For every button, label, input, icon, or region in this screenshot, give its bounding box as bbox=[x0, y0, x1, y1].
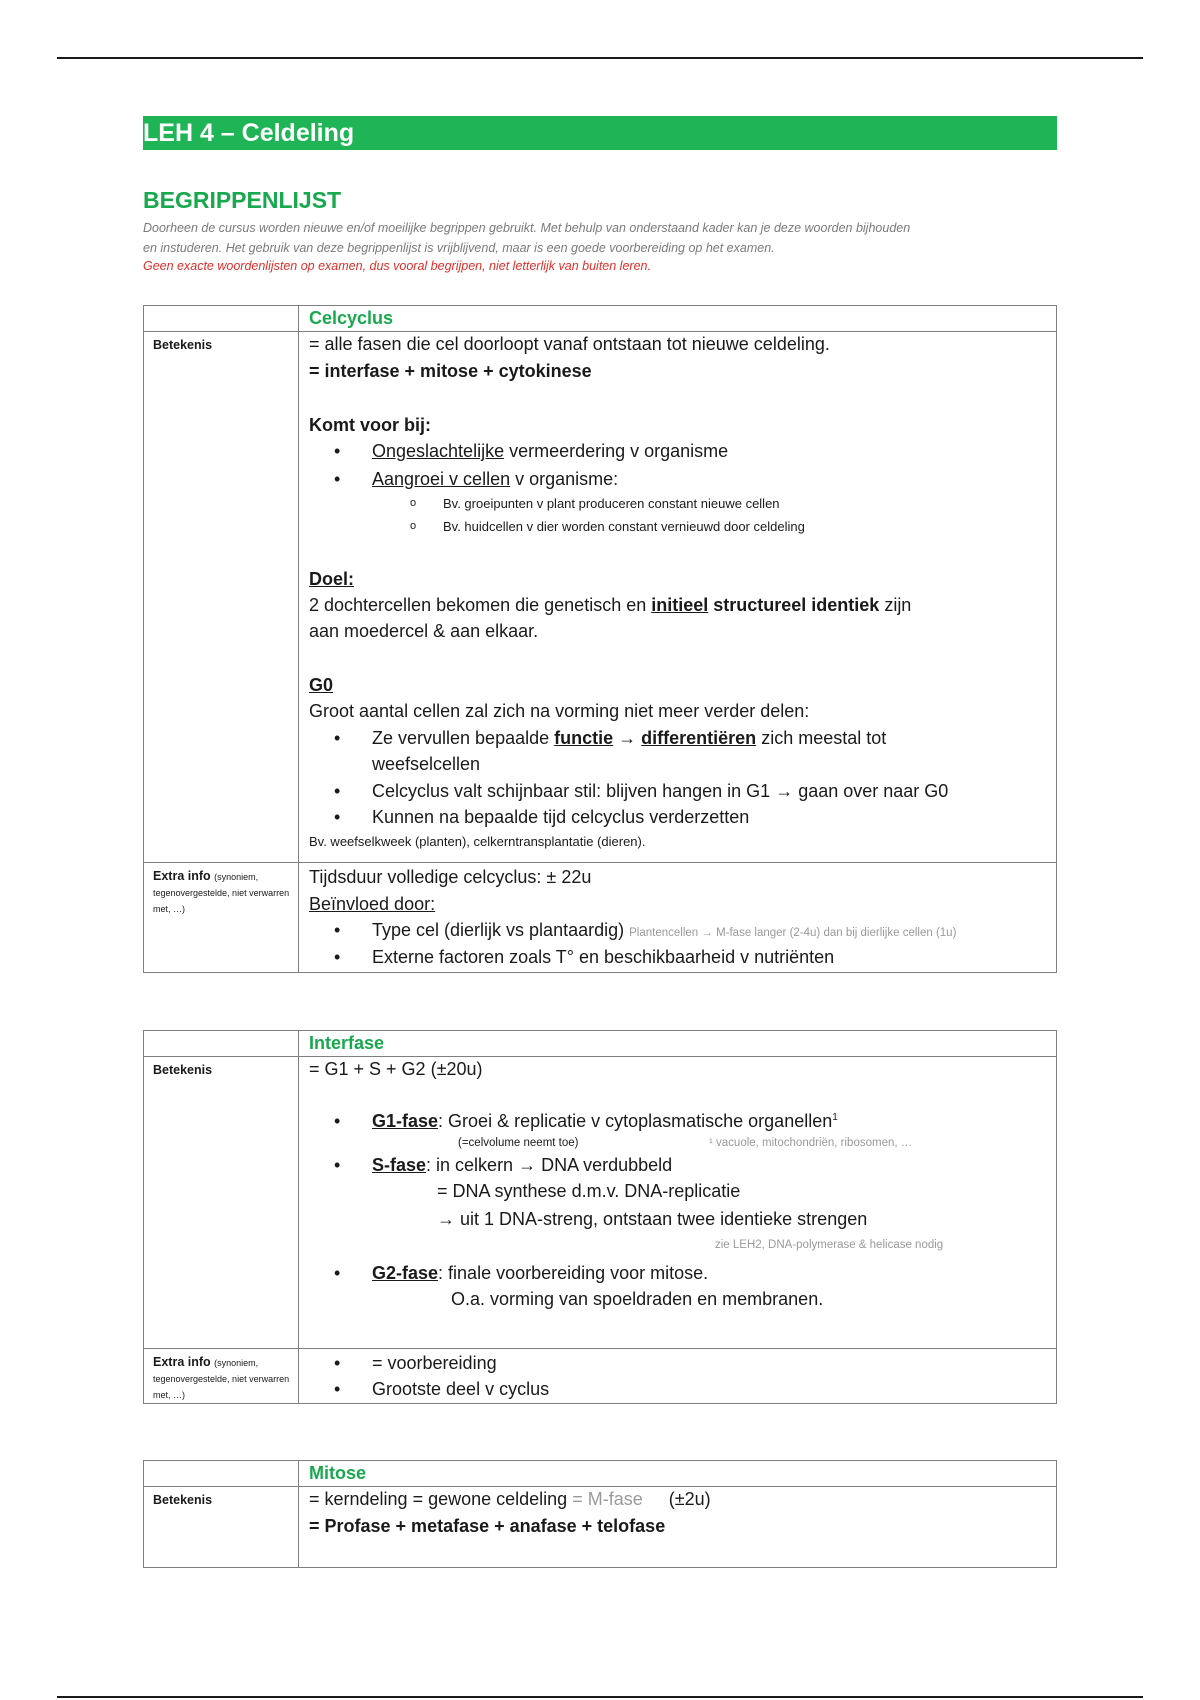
definition-line: = alle fasen die cel doorloopt vanaf ontstaan tot nieuwe celdeling. bbox=[309, 334, 830, 354]
s-line-3: → uit 1 DNA-streng, ontstaan twee identieke strengen bbox=[437, 1209, 868, 1229]
term-table-mitose bbox=[143, 1460, 1057, 1568]
extra-line: Beïnvloed door: bbox=[309, 894, 436, 914]
sub-list-item: o Bv. groeipunten v plant produceren constant nieuwe cellen bbox=[443, 496, 780, 511]
g0-heading: G0 bbox=[309, 675, 334, 695]
definition-formula: = interfase + mitose + cytokinese bbox=[309, 361, 592, 381]
komt-voor-bij-heading: Komt voor bij: bbox=[309, 415, 431, 435]
definition-line: = kerndeling = gewone celdeling = M-fase (±2u) bbox=[309, 1489, 711, 1509]
list-item: • = voorbereiding bbox=[372, 1353, 497, 1374]
g0-note: Bv. weefselkweek (planten), celkerntransplantatie (dieren). bbox=[309, 834, 646, 849]
intro-line-2: en instuderen. Het gebruik van deze begrippenlijst is vrijblijvend, maar is een goede voorbereiding op het examen. bbox=[143, 241, 775, 255]
term-title: Celcyclus bbox=[309, 308, 394, 328]
list-item: • S-fase: in celkern → DNA verdubbeld bbox=[372, 1155, 672, 1176]
extra-info-content bbox=[299, 1349, 1056, 1403]
list-item: • Ze vervullen bepaalde functie → differentiëren zich meestal tot bbox=[372, 728, 886, 749]
section-title: BEGRIPPENLIJST bbox=[143, 187, 342, 213]
extra-info-content bbox=[299, 863, 1056, 972]
extra-line: Tijdsduur volledige celcyclus: ± 22u bbox=[309, 867, 592, 887]
list-item: • Externe factoren zoals T° en beschikbaarheid v nutriënten bbox=[372, 947, 834, 968]
g1-note: (=celvolume neemt toe) bbox=[458, 1137, 579, 1149]
intro-text bbox=[143, 218, 1073, 258]
g0-line: Groot aantal cellen zal zich na vorming niet meer verder delen: bbox=[309, 701, 810, 721]
betekenis-label: Betekenis bbox=[153, 1493, 213, 1507]
list-item: • Celcyclus valt schijnbaar stil: blijven hangen in G1 → gaan over naar G0 bbox=[372, 781, 948, 802]
bottom-rule bbox=[57, 1696, 1143, 1698]
list-item: • Ongeslachtelijke vermeerdering v organisme bbox=[372, 441, 728, 462]
exam-warning: Geen exacte woordenlijsten op examen, dus vooral begrijpen, niet letterlijk van buiten leren. bbox=[143, 259, 651, 273]
betekenis-content bbox=[299, 332, 1056, 862]
footnote: ¹ vacuole, mitochondriën, ribosomen, … bbox=[709, 1137, 913, 1149]
term-table-interfase bbox=[143, 1030, 1057, 1404]
list-item: • Kunnen na bepaalde tijd celcyclus verderzetten bbox=[372, 807, 749, 828]
g2-line-2: O.a. vorming van spoeldraden en membranen. bbox=[451, 1289, 824, 1309]
header-spacer bbox=[144, 306, 299, 332]
term-title: Mitose bbox=[309, 1463, 367, 1483]
s-line-2: = DNA synthese d.m.v. DNA-replicatie bbox=[437, 1181, 741, 1201]
chapter-banner bbox=[143, 116, 1057, 150]
extra-info-label: Extra info (synoniem, tegenovergestelde, niet verwarren met, …) bbox=[153, 869, 290, 914]
list-item-continuation: weefselcellen bbox=[372, 754, 481, 774]
list-item: • Grootste deel v cyclus bbox=[372, 1379, 549, 1400]
betekenis-content bbox=[299, 1057, 1056, 1348]
betekenis-content bbox=[299, 1487, 1056, 1567]
intro-line-1: Doorheen de cursus worden nieuwe en/of moeilijke begrippen gebruikt. Met behulp van onderstaand kader kan je deze woorden bijhouden bbox=[143, 221, 911, 235]
definition-formula: = Profase + metafase + anafase + telofase bbox=[309, 1516, 666, 1536]
betekenis-label: Betekenis bbox=[153, 1063, 213, 1077]
term-table-celcyclus bbox=[143, 305, 1057, 973]
list-item: • Type cel (dierlijk vs plantaardig) Plantencellen → M-fase langer (2-4u) dan bij dierlijke cellen (1u) bbox=[372, 920, 956, 941]
definition-line: = G1 + S + G2 (±20u) bbox=[309, 1059, 483, 1079]
doel-line-2: aan moedercel & aan elkaar. bbox=[309, 621, 539, 641]
header-spacer bbox=[144, 1031, 299, 1057]
doel-line: 2 dochtercellen bekomen die genetisch en initieel structureel identiek zijn bbox=[309, 595, 912, 615]
list-item: • G1-fase: Groei & replicatie v cytoplasmatische organellen$^1$ bbox=[372, 1111, 838, 1132]
list-item: • G2-fase: finale voorbereiding voor mitose. bbox=[372, 1263, 708, 1284]
s-note: zie LEH2, DNA-polymerase & helicase nodig bbox=[715, 1239, 944, 1251]
betekenis-label: Betekenis bbox=[153, 338, 213, 352]
extra-info-label: Extra info (synoniem, tegenovergestelde, niet verwarren met, …) bbox=[153, 1355, 290, 1400]
top-rule bbox=[57, 57, 1143, 59]
chapter-title: LEH 4 – Celdeling bbox=[143, 119, 355, 147]
doel-heading: Doel: bbox=[309, 569, 354, 589]
header-spacer bbox=[144, 1461, 299, 1487]
list-item: • Aangroei v cellen v organisme: bbox=[372, 469, 618, 490]
term-title: Interfase bbox=[309, 1033, 385, 1053]
sub-list-item: o Bv. huidcellen v dier worden constant vernieuwd door celdeling bbox=[443, 519, 805, 534]
